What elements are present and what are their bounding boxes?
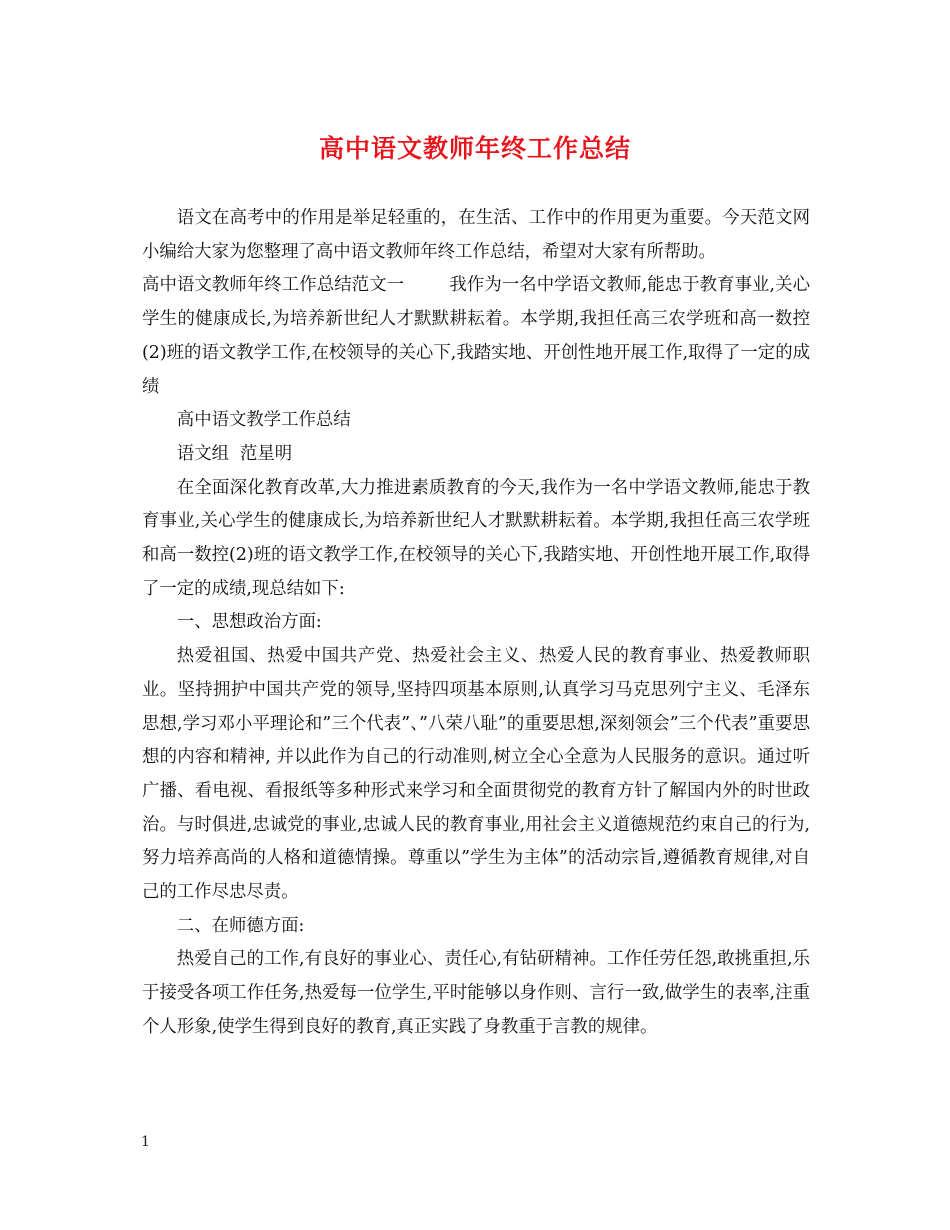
section-1-paragraph: 热爱祖国、热爱中国共产党、热爱社会主义、热爱人民的教育事业、热爱教师职业。坚持拥护中国共产党的领导,坚持四项基本原则,认真学习马克思列宁主义、毛泽东思想,学习邓小平理论和”三个代表”、”八荣八耻”的重要思想,深刻领会”三个代表”重要思想的内容和精神, 并以此作为自己的行动准则,树立全心全意为人民服务的意识。通过听广播、看电视、看报纸等多种形式来学习和全面贯彻党的教育方针了解国内外的时世政治。与时俱进,忠诚党的事业,忠诚人民的教育事业,用社会主义道德规范约束自己的行为,努力培养高尚的人格和道德情操。尊重以”学生为主体”的活动宗旨,遵循教育规律,对自己的工作尽忠尽责。 [142,646,810,903]
page-number: 1 [141,1134,150,1150]
sample-text: 我作为一名中学语文教师,能忠于教育事业,关心学生的健康成长,为培养新世纪人才默默耕耘着。本学期,我担任高三农学班和高一数控(2)班的语文教学工作,在校领导的关心下,我踏实地、开创性地开展工作,取得了一定的成绩 [142,275,810,397]
section-1-heading: 一、思想政治方面: [176,612,322,633]
sample-heading: 高中语文教师年终工作总结范文一 [142,275,405,296]
summary-title: 高中语文教学工作总结 [176,410,351,431]
sample-paragraph [142,269,810,404]
intro-paragraph: 语文在高考中的作用是举足轻重的，在生活、工作中的作用更为重要。今天范文网小编给大家为您整理了高中语文教师年终工作总结，希望对大家有所帮助。 [142,208,810,262]
section-2-paragraph: 热爱自己的工作,有良好的事业心、责任心,有钻研精神。工作任劳任怨,敢挑重担,乐于接受各项工作任务,热爱每一位学生,平时能够以身作则、言行一致,做学生的表率,注重个人形象,使学生得到良好的教育,真正实践了身教重于言教的规律。 [142,949,810,1037]
opening-paragraph: 在全面深化教育改革,大力推进素质教育的今天,我作为一名中学语文教师,能忠于教育事业,关心学生的健康成长,为培养新世纪人才默默耕耘着。本学期,我担任高三农学班和高一数控(2)班的语文教学工作,在校领导的关心下,我踏实地、开创性地开展工作,取得了一定的成绩,现总结如下: [142,477,810,599]
document-body [142,202,810,1045]
section-2-heading: 二、在师德方面: [176,915,305,936]
document-title: 高中语文教师年终工作总结 [318,134,631,163]
author-line: 语文组 范星明 [176,443,293,464]
